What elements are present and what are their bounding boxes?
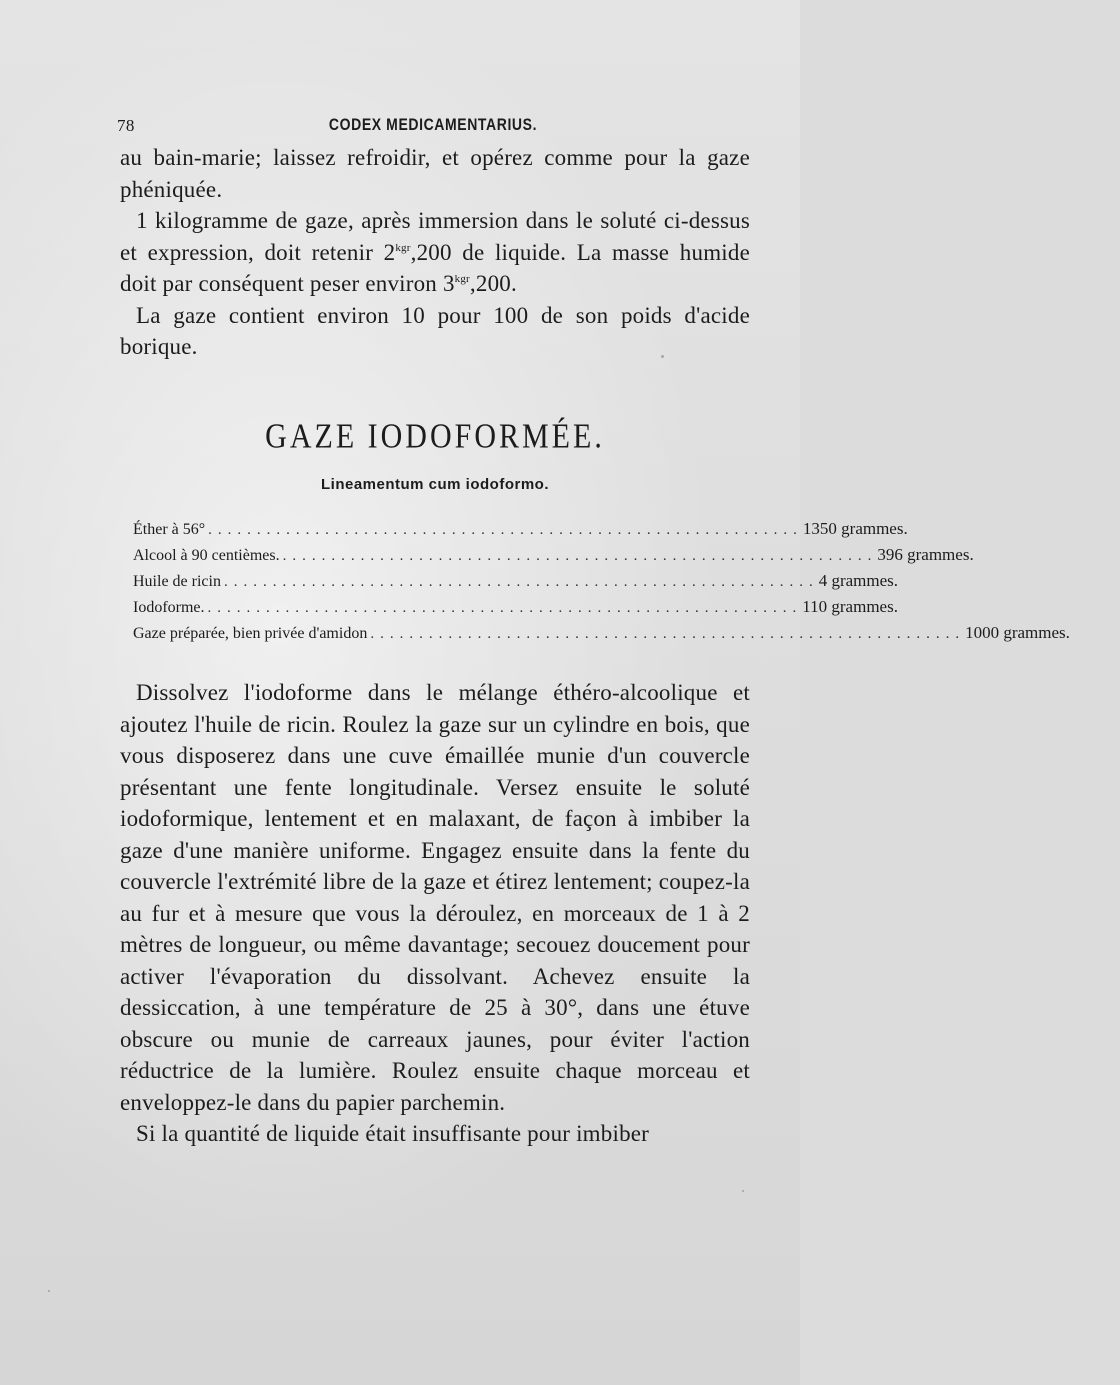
running-title: CODEX MEDICAMENTARIUS. <box>328 114 538 134</box>
dot-leader: ............................................................. <box>207 600 803 616</box>
unit-superscript: kgr <box>395 241 411 254</box>
ingredient-row <box>133 519 908 545</box>
ingredient-row <box>133 623 1070 649</box>
ingredient-row <box>133 545 974 571</box>
bottom-text-block <box>120 677 750 1150</box>
text-segment: ,200. <box>469 271 517 296</box>
paragraph-instructions: Dissolvez l'iodoforme dans le mélange éthéro-alcoolique et ajoutez l'huile de ricin. Roulez la gaze sur un cylindre en bois, que vous disposerez dans une cuve émaillée munie d'un couvercle présentant une fente longitudinale. Versez ensuite le soluté iodoformique, lentement et en malaxant, de façon à imbiber la gaze d'une manière uniforme. Engagez ensuite dans la fente du couvercle l'extrémité libre de la gaze et étirez lentement; coupez-la au fur et à mesure que vous la déroulez, en morceaux de 1 à 2 mètres de longueur, ou même davantage; secouez doucement pour activer l'évaporation du dissolvant. Achevez ensuite la dessiccation, à une température de 25 à 30°, dans une étuve obscure ou munie de carreaux jaunes, pour éviter l'action réductrice de la lumière. Roulez ensuite chaque morceau et enveloppez-le dans du papier parchemin. <box>120 680 750 1115</box>
dot-leader: ............................................................. <box>223 574 819 590</box>
running-head <box>117 116 749 142</box>
section-title: GAZE IODOFORMÉE. <box>265 417 605 456</box>
paragraph-boric-acid: La gaze contient environ 10 pour 100 de son poids d'acide borique. <box>120 302 750 359</box>
ingredient-row <box>133 597 898 623</box>
dot-leader: ............................................................. <box>370 626 966 642</box>
ingredient-name: Gaze préparée, bien privée d'amidon <box>133 625 368 642</box>
dot-leader: ............................................................. <box>282 548 878 564</box>
paragraph-gauze-weight <box>120 205 750 300</box>
ingredient-quantity: 1350 grammes. <box>802 519 908 538</box>
paragraph-continued: Si la quantité de liquide était insuffisante pour imbiber <box>136 1121 650 1146</box>
ingredient-name: Alcool à 90 centièmes. <box>133 547 280 564</box>
ingredient-name: Éther à 56° <box>133 521 206 538</box>
unit-superscript: kgr <box>454 273 470 285</box>
ingredient-row <box>133 571 899 597</box>
text-segment: 1 kilogramme de gaze, après immersion dans le soluté ci-dessus et expression, doit retenir 2 <box>120 208 750 265</box>
ink-speck <box>742 1190 744 1192</box>
ingredient-quantity: 4 grammes. <box>818 571 899 590</box>
ingredient-list <box>133 519 1070 649</box>
ink-speck <box>48 1290 50 1292</box>
dot-leader: ............................................................. <box>208 522 803 538</box>
paragraph-continuation: au bain-marie; laissez refroidir, et opérez comme pour la gaze phéniquée. <box>120 145 750 202</box>
top-text-block <box>120 142 750 363</box>
page-number: 78 <box>117 116 135 135</box>
ingredient-name: Iodoforme. <box>133 599 205 616</box>
ingredient-name: Huile de ricin <box>133 573 221 590</box>
section-subtitle: Lineamentum cum iodoformo. <box>320 476 549 493</box>
ingredient-quantity: 396 grammes. <box>877 545 974 564</box>
ink-speck <box>661 355 664 358</box>
ingredient-quantity: 1000 grammes. <box>965 623 1070 642</box>
ingredient-quantity: 110 grammes. <box>802 597 898 616</box>
text-segment: ,200 de liquide. La masse humide doit par conséquent peser environ 3 <box>120 239 750 296</box>
